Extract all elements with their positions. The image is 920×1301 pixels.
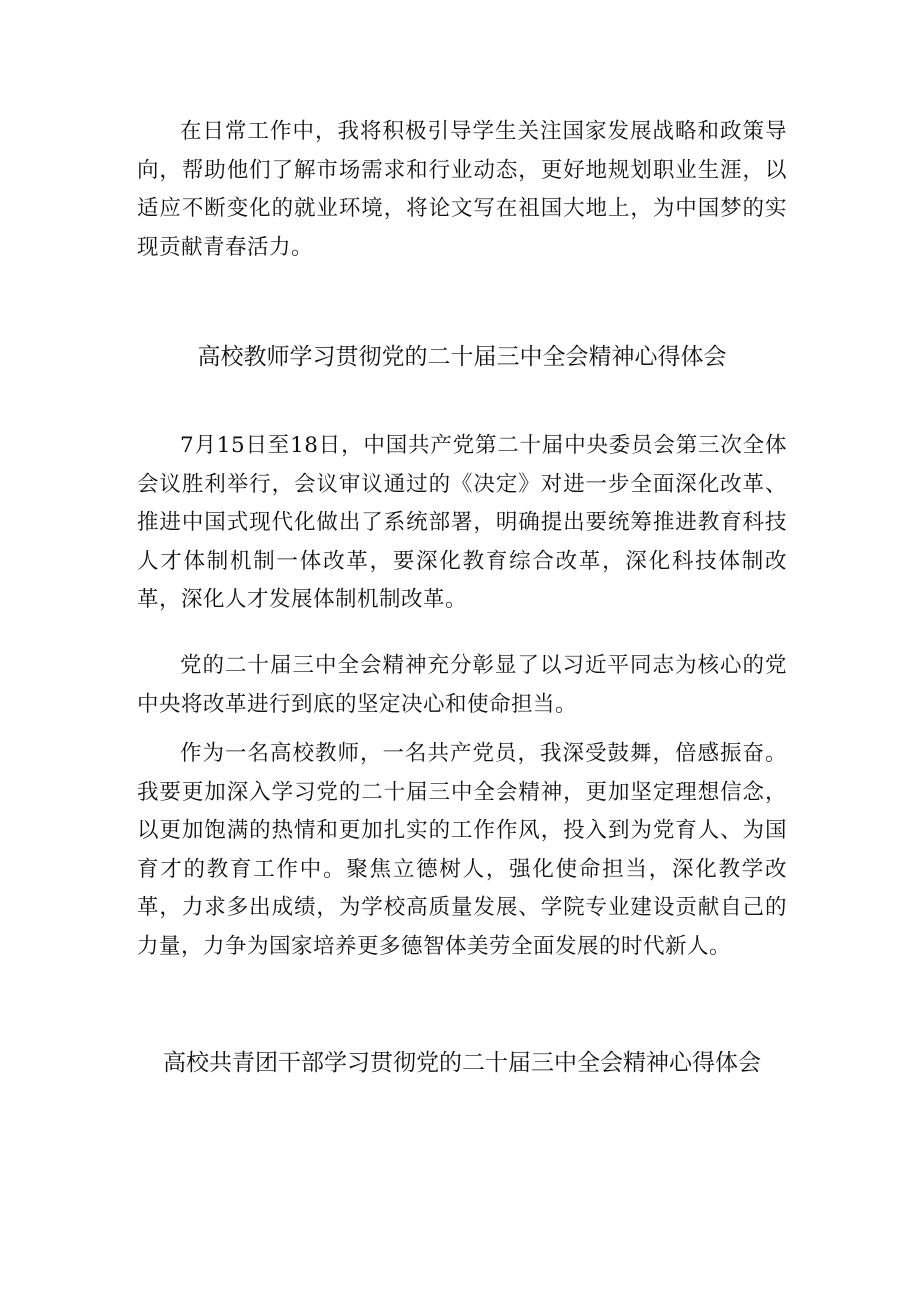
section1-paragraph-1: 7月15日至18日，中国共产党第二十届中央委员会第三次全体会议胜利举行，会议审议通过的《决定》对进一步全面深化改革、推进中国式现代化做出了系统部署，明确提出要统筹推进教育科技人才体制机制一体改革，要深化教育综合改革，深化科技体制改革，深化人才发展体制机制改革。 xyxy=(137,433,787,612)
section-title-youth-league: 高校共青团干部学习贯彻党的二十届三中全会精神心得体会 xyxy=(163,1050,761,1076)
section1-paragraph-2: 党的二十届三中全会精神充分彰显了以习近平同志为核心的党中央将改革进行到底的坚定决心和使命担当。 xyxy=(137,653,787,717)
section1-paragraph-3: 作为一名高校教师，一名共产党员，我深受鼓舞，倍感振奋。我要更加深入学习党的二十届三中全会精神，更加坚定理想信念，以更加饱满的热情和更加扎实的工作作风，投入到为党育人、为国育才的教育工作中。聚焦立德树人，强化使命担当，深化教学改革，力求多出成绩，为学校高质量发展、学院专业建设贡献自己的力量，力争为国家培养更多德智体美劳全面发展的时代新人。 xyxy=(137,741,787,959)
intro-paragraph: 在日常工作中，我将积极引导学生关注国家发展战略和政策导向，帮助他们了解市场需求和行业动态，更好地规划职业生涯，以适应不断变化的就业环境，将论文写在祖国大地上，为中国梦的实现贡献青春活力。 xyxy=(137,119,787,260)
section-title-teacher: 高校教师学习贯彻党的二十届三中全会精神心得体会 xyxy=(197,344,727,370)
